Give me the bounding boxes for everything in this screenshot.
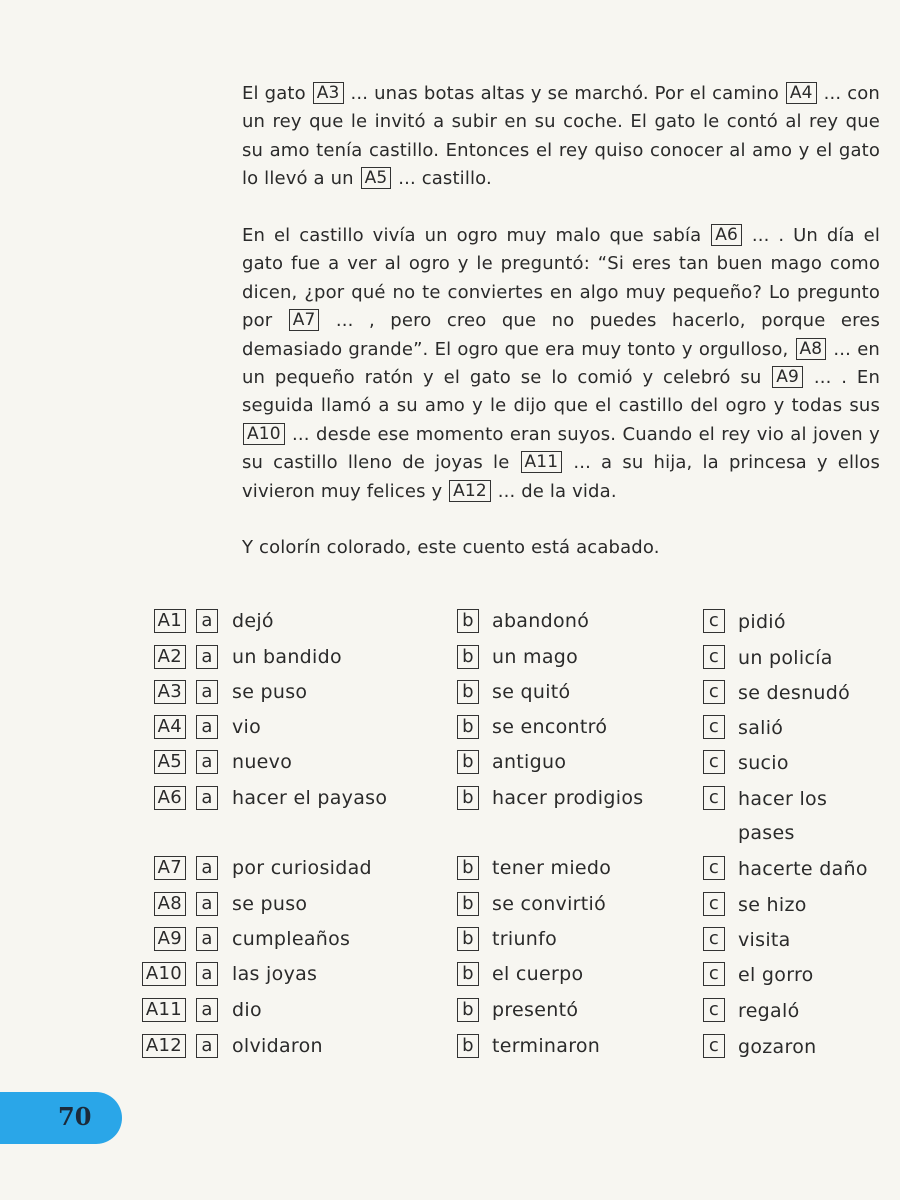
answer-row [0,962,900,998]
option-c-text[interactable]: regaló [738,1000,800,1022]
option-a-text[interactable]: por curiosidad [232,857,372,879]
option-a-text[interactable]: un bandido [232,646,342,668]
option-c-text[interactable]: gozaron [738,1036,817,1058]
option-b-letter-box: b [457,715,479,739]
option-c-letter-box: c [703,892,725,916]
question-number-box: A3 [154,680,186,704]
option-b-text[interactable]: abandonó [492,610,590,632]
option-a-letter-box: a [196,856,218,880]
story-text: ... castillo. [392,168,492,190]
option-b-text[interactable]: presentó [492,999,579,1021]
option-a-letter-box: a [196,750,218,774]
option-b-text[interactable]: triunfo [492,928,558,950]
option-c-text[interactable]: un policía [738,647,833,669]
option-b-text[interactable]: se convirtió [492,893,607,915]
answer-row [0,750,900,786]
gap-marker: A10 [243,423,285,445]
option-c-letter-box: c [703,927,725,951]
answer-row [0,1034,900,1070]
answer-row [0,998,900,1034]
story-text: ... desde ese momento eran suyos. Cuando el rey vio al joven y su castillo lleno de joyas le [242,423,880,474]
option-b-text[interactable]: antiguo [492,751,567,773]
option-c-letter-box: c [703,786,725,810]
option-c-letter-box: c [703,962,725,986]
option-a-letter-box: a [196,998,218,1022]
question-number-box: A12 [142,1034,186,1058]
option-b-letter-box: b [457,750,479,774]
story-text: ... a su hija, la princesa y ellos vivieron muy felices y [242,452,880,502]
option-a-letter-box: a [196,962,218,986]
option-a-letter-box: a [196,892,218,916]
option-b-text[interactable]: se encontró [492,716,608,738]
gap-marker: A4 [786,82,817,104]
option-a-text[interactable]: nuevo [232,751,293,773]
option-c-letter-box: c [703,750,725,774]
story-text: En el castillo vivía un ogro muy malo que sabía [242,225,711,246]
option-a-text[interactable]: las joyas [232,963,318,985]
question-number-box: A6 [154,786,186,810]
option-a-text[interactable]: dejó [232,610,274,632]
option-b-text[interactable]: terminaron [492,1035,601,1057]
option-c-text[interactable]: el gorro [738,964,814,986]
option-c-text[interactable]: hacer los pases [738,788,828,844]
answer-row [0,786,900,844]
option-a-letter-box: a [196,680,218,704]
option-b-letter-box: b [457,998,479,1022]
story-text: ... . Un día el gato fue a ver al ogro y le preguntó: “Si eres tan buen mago como dicen, ¿por qué no te conviertes en algo muy pequeño? Lo pregunto por [242,225,880,332]
option-a-text[interactable]: cumpleaños [232,928,351,950]
gap-marker: A7 [289,309,320,331]
question-number-box: A10 [142,962,186,986]
question-number-box: A4 [154,715,186,739]
question-number-box: A7 [154,856,186,880]
option-a-letter-box: a [196,609,218,633]
option-a-text[interactable]: hacer el payaso [232,787,388,809]
story-text: ... , pero creo que no puedes hacerlo, porque eres demasiado grande”. El ogro que era muy tonto y orgulloso, [242,310,880,360]
story-text: Y colorín colorado, este cuento está acabado. [242,537,660,558]
option-b-text[interactable]: un mago [492,646,579,668]
gap-marker: A8 [796,338,827,360]
option-c-text[interactable]: pidió [738,611,786,633]
option-a-letter-box: a [196,786,218,810]
option-c-text[interactable]: hacerte daño [738,858,868,880]
option-a-text[interactable]: se puso [232,893,308,915]
gap-marker: A5 [361,167,392,189]
option-b-text[interactable]: hacer prodigios [492,787,644,809]
option-c-text[interactable]: salió [738,717,784,739]
story-text: ... con un rey que le invitó a subir en su coche. El gato le contó al rey que su amo tenía castillo. Entonces el rey quiso conocer al amo y el gato lo llevó a un [242,83,880,190]
option-b-letter-box: b [457,892,479,916]
option-c-letter-box: c [703,715,725,739]
option-c-letter-box: c [703,1034,725,1058]
question-number-box: A9 [154,927,186,951]
option-a-text[interactable]: olvidaron [232,1035,323,1057]
question-number-box: A8 [154,892,186,916]
option-c-letter-box: c [703,856,725,880]
gap-marker: A6 [711,224,742,246]
option-c-text[interactable]: sucio [738,752,789,774]
option-c-letter-box: c [703,998,725,1022]
question-number-box: A5 [154,750,186,774]
gap-marker: A11 [521,451,563,473]
gap-marker: A12 [449,480,491,502]
option-b-letter-box: b [457,1034,479,1058]
gap-marker: A9 [772,366,803,388]
story-paragraph-3 [242,534,880,562]
option-c-letter-box: c [703,609,725,633]
option-c-letter-box: c [703,680,725,704]
option-b-letter-box: b [457,962,479,986]
gap-marker: A3 [313,82,344,104]
story-text: ... en un pequeño ratón y el gato se lo comió y celebró su [242,338,880,389]
option-a-text[interactable]: se puso [232,681,308,703]
story-paragraph-1 [242,80,880,194]
option-b-letter-box: b [457,927,479,951]
option-a-text[interactable]: vio [232,716,262,738]
option-c-letter-box: c [703,645,725,669]
page-number: 70 [58,1102,92,1131]
answer-row [0,856,900,892]
option-b-letter-box: b [457,856,479,880]
option-b-letter-box: b [457,786,479,810]
option-b-letter-box: b [457,680,479,704]
question-number-box: A2 [154,645,186,669]
option-a-letter-box: a [196,715,218,739]
question-number-box: A11 [142,998,186,1022]
option-b-letter-box: b [457,609,479,633]
option-b-text[interactable]: tener miedo [492,857,612,879]
option-b-text[interactable]: el cuerpo [492,963,584,985]
option-c-text[interactable]: se desnudó [738,682,851,704]
option-a-text[interactable]: dio [232,999,262,1021]
answer-row [0,609,900,645]
option-b-letter-box: b [457,645,479,669]
option-a-letter-box: a [196,927,218,951]
story-text: ... de la vida. [491,480,617,502]
story-paragraph-2 [242,222,880,506]
story-text: ... . En seguida llamó a su amo y le dijo que el castillo del ogro y todas sus [242,367,881,417]
option-c-text[interactable]: visita [738,929,791,951]
question-number-box: A1 [154,609,186,633]
story-text: ... unas botas altas y se marchó. Por el camino [344,83,785,104]
option-c-text[interactable]: se hizo [738,894,807,916]
story-text: El gato [242,83,312,104]
option-a-letter-box: a [196,645,218,669]
option-b-text[interactable]: se quitó [492,681,571,703]
option-a-letter-box: a [196,1034,218,1058]
